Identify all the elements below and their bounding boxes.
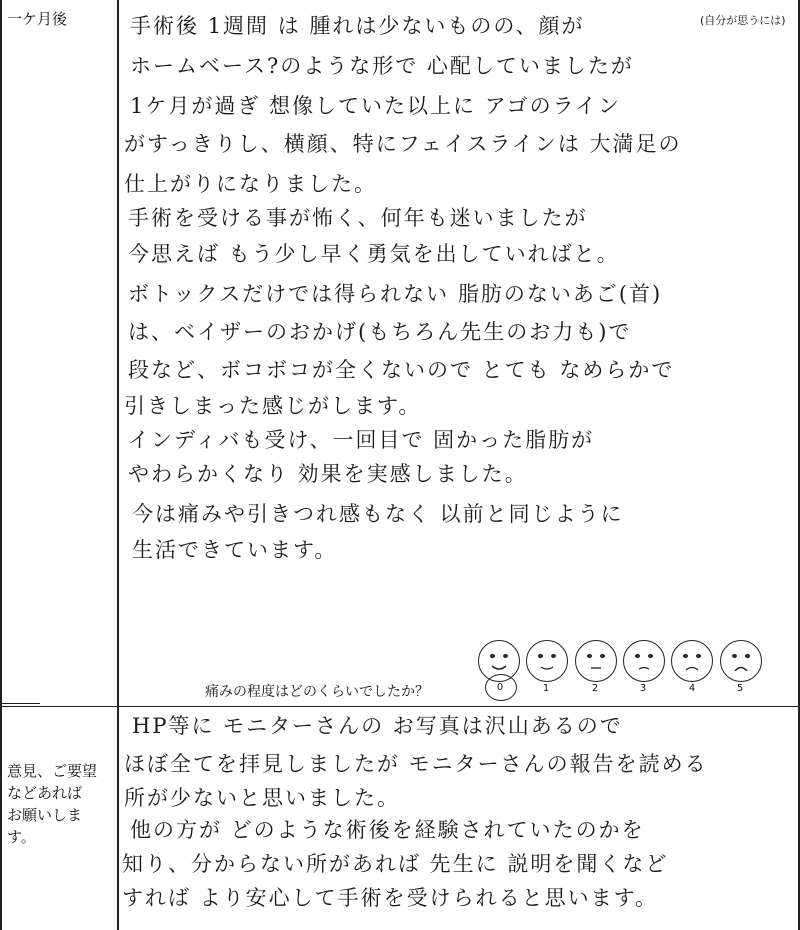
pain-face-5-icon [720,640,762,682]
pain-face-2-icon [575,640,617,682]
handwritten-line: は、ベイザーのおかげ(もちろん先生のお力も)で [128,320,632,344]
pain-number: 5 [736,683,744,694]
pain-face-1-icon [526,640,568,682]
handwritten-line: インディバも受け、一回目で 固かった脂肪が [128,428,595,452]
handwritten-line: HP等に モニターさんの お写真は沢山あるので [132,714,623,738]
handwritten-line: 生活できています。 [132,538,338,562]
section-label-one-month: 一ケ月後 [7,10,68,28]
pain-number: 0 [496,682,504,693]
pain-number: 2 [591,683,599,694]
handwritten-line: やわらかくなり 効果を実感しました。 [128,462,528,486]
handwritten-line: すれば より安心して手術を受けられると思います。 [122,886,658,910]
pain-question: 痛みの程度はどのくらいでしたか？ [205,684,429,700]
handwritten-line: ボトックスだけでは得られない 脂肪のないあご(首) [128,282,663,306]
pain-face-4-icon [671,640,713,682]
handwritten-line: 手術を受ける事が怖く、何年も迷いましたが [128,206,588,230]
column-divider [117,0,119,930]
handwritten-line: 段など、ボコボコが全くないので とても なめらかで [128,358,675,382]
handwritten-line: 1ケ月が過ぎ 想像していた以上に アゴのライン [130,94,622,118]
label-line: 意見、ご要望 [7,762,98,780]
handwritten-line: 手術後 1週間 は 腫れは少ないものの、顔が [130,14,585,38]
handwritten-line: 今思えば もう少し早く勇気を出していればと。 [128,242,620,266]
handwritten-line: 今は痛みや引きつれ感もなく 以前と同じように [132,502,624,526]
handwritten-line: ホームベース?のような形で 心配していましたが [130,54,634,78]
pain-face-3-icon [623,640,665,682]
pain-number: 4 [688,683,696,694]
handwritten-line: ほぼ全てを拝見しましたが モニターさんの報告を読める [124,752,708,776]
handwritten-line: 他の方が どのような術後を経験されていたのかを [130,818,645,842]
row-divider-short [0,703,40,704]
label-line: す。 [7,828,36,846]
handwritten-line: 知り、分からない所があれば 先生に 説明を聞くなど [122,852,669,876]
label-line: お願いしま [7,806,83,824]
handwritten-line: 引きしまった感じがします。 [124,394,422,418]
pain-number: 1 [542,683,550,694]
handwritten-line: 仕上がりになりました。 [124,172,377,196]
side-note: (自分が思うには) [700,14,786,27]
pain-number: 3 [639,683,647,694]
handwritten-line: がすっきりし、横顔、特にフェイスラインは 大満足の [124,132,682,156]
handwritten-line: 所が少ないと思いました。 [124,786,400,810]
section-label-feedback [7,760,97,848]
left-border [0,0,2,930]
row-divider [0,706,800,707]
label-line: などあれば [7,784,83,802]
